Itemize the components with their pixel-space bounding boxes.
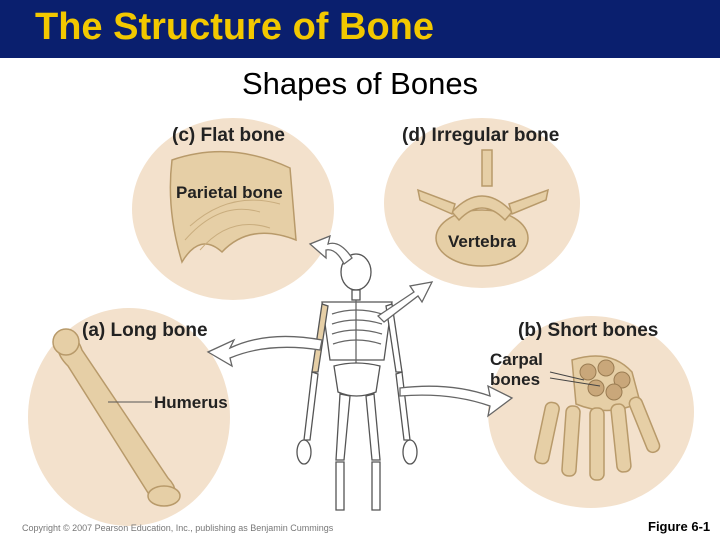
short-bones-heading: (b) Short bones (518, 320, 659, 341)
page-title: The Structure of Bone (35, 6, 435, 48)
skeleton-figure (297, 254, 417, 510)
humerus-bone (53, 329, 180, 506)
carpal-label-line1: Carpal (490, 350, 543, 369)
humerus-label: Humerus (154, 393, 228, 412)
carpal-label-line2: bones (490, 370, 541, 389)
long-bone-heading: (a) Long bone (82, 320, 208, 341)
figure-number: Figure 6-1 (648, 519, 711, 534)
irregular-bone-heading: (d) Irregular bone (402, 125, 560, 146)
hand-carpal-bones (534, 356, 662, 480)
vertebra-label: Vertebra (448, 232, 517, 251)
subtitle: Shapes of Bones (241, 66, 479, 101)
copyright-notice: Copyright © 2007 Pearson Education, Inc., publishing as Benjamin Cummings (22, 523, 334, 533)
flat-bone-heading: (c) Flat bone (172, 125, 285, 146)
parietal-bone-label: Parietal bone (176, 183, 283, 202)
parietal-bone (170, 152, 296, 262)
